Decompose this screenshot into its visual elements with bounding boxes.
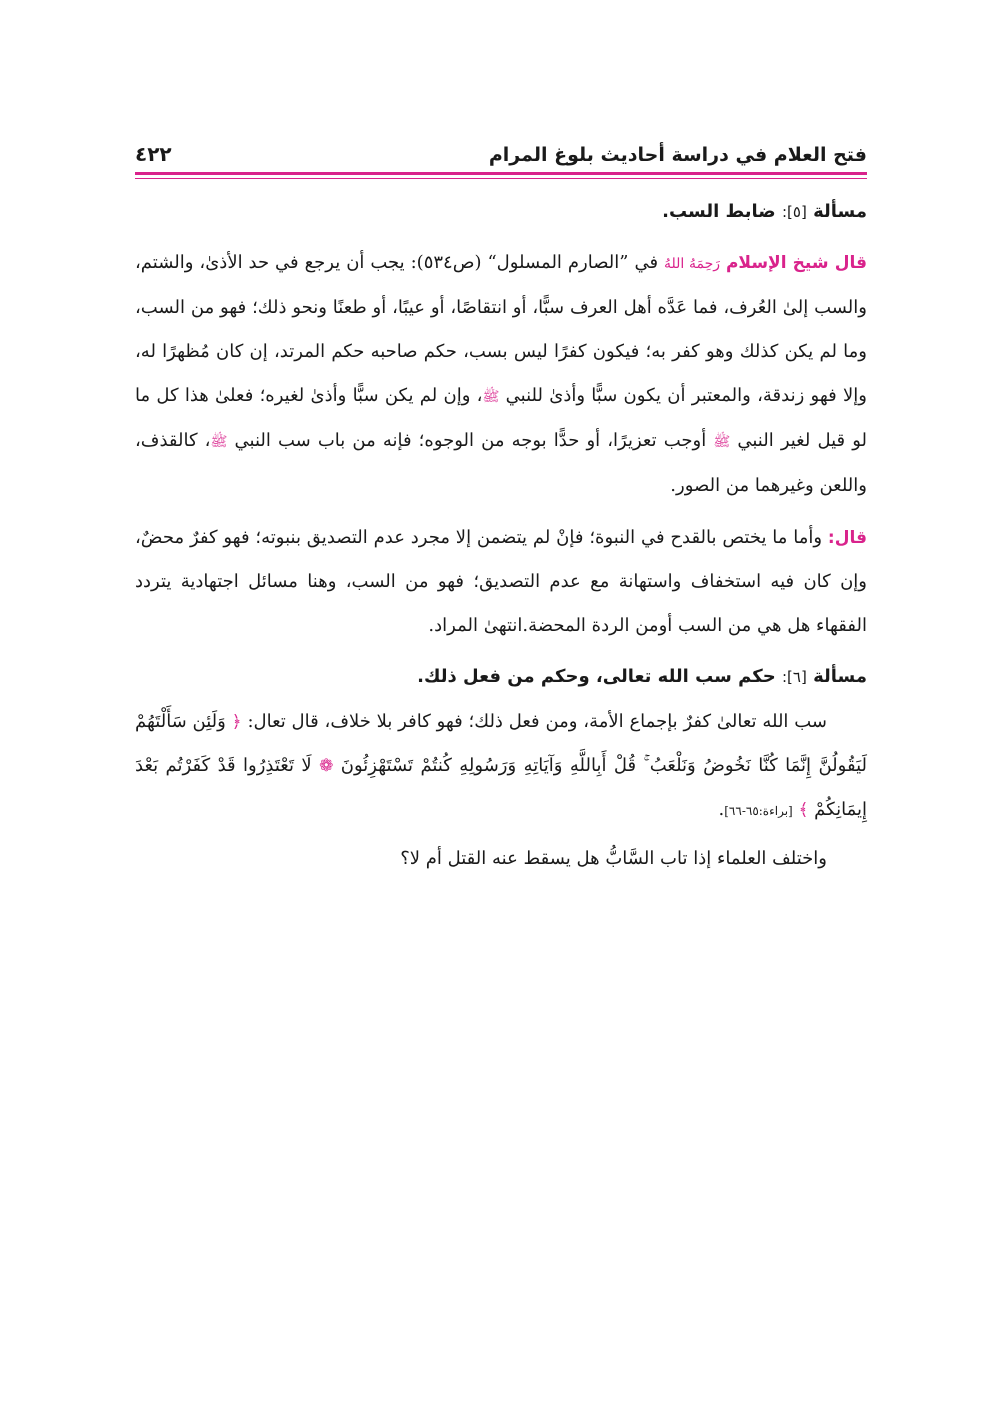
section-label: مسألة bbox=[813, 666, 867, 687]
quran-verse: وَلَئِن سَأَلْتَهُمْ لَيَقُولُنَّ إِنَّمَا كُنَّا نَخُوضُ وَنَلْعَبُ ۚ قُلْ أَبِاللَّهِ وَآيَاتِهِ وَرَسُولِهِ كُنتُمْ تَسْتَهْزِئُونَ bbox=[135, 711, 867, 776]
paragraph-text: سب الله تعالىٰ كفرٌ بإجماع الأمة، ومن فعل ذلك؛ فهو كافر بلا خلاف، قال تعال: bbox=[247, 711, 827, 732]
running-header bbox=[135, 128, 867, 166]
speaker-label: قال: bbox=[827, 528, 867, 548]
paragraph-ruling bbox=[135, 700, 867, 833]
paragraph-text: في ”الصارم المسلول“ (ص٥٣٤): يجب أن يرجع في حد الأذىٰ، والشتم، والسب إلىٰ العُرف، فما عَدَّه أهل العرف سبًّا، أو انتقاصًا، أو عيبًا، أو طعنًا ونحو ذلك؛ فهو من السب، وما لم يكن كذلك وهو كفر به؛ فيكون كفرًا ليس بسب، حكم صاحبه حكم المرتد، إن كان مُظهرًا له، وإلا فهو زندقة، والمعتبر أن يكون سبًّا وأذىٰ للنبي bbox=[135, 252, 867, 406]
section-number: [٦]: bbox=[781, 668, 807, 686]
sentence-end: . bbox=[718, 799, 725, 820]
closing-line: واختلف العلماء إذا تاب السَّابُّ هل يسقط عنه القتل أم لا؟ bbox=[400, 848, 827, 869]
verse-reference: [براءة:٦٥-٦٦] bbox=[724, 804, 793, 818]
verse-open-bracket: ﴿ bbox=[231, 712, 242, 732]
paragraph-ibn-taymiyya bbox=[135, 241, 867, 508]
verse-separator-icon: ❁ bbox=[319, 756, 334, 776]
header-rule-thick bbox=[135, 172, 867, 175]
page-number: ٤٢٢ bbox=[135, 142, 172, 166]
paragraph-text: ، كالقذف، واللعن وغيرهما من الصور. bbox=[135, 430, 867, 496]
salutation-glyph: ﷺ bbox=[210, 434, 228, 450]
quran-verse: لَا تَعْتَذِرُوا قَدْ كَفَرْتُم بَعْدَ إِيمَانِكُمْ bbox=[135, 755, 867, 820]
paragraph-qala bbox=[135, 516, 867, 648]
honorific-glyph: رَحِمَهُ اللهُ bbox=[664, 256, 720, 272]
book-title: فتح العلام في دراسة أحاديث بلوغ المرام bbox=[488, 144, 867, 166]
section-number: [٥]: bbox=[781, 203, 807, 221]
section-heading-5 bbox=[135, 197, 867, 227]
section-heading-6 bbox=[135, 662, 867, 692]
paragraph-text: وأما ما يختص بالقدح في النبوة؛ فإنْ لم يتضمن إلا مجرد عدم التصديق بنبوته؛ فهو كفرٌ محضٌ، وإن كان فيه استخفاف واستهانة مع عدم التصديق؛ فهو من السب، وهنا مسائل اجتهادية يتردد الفقهاء هل هي من السب أومن الردة المحضة.انتهىٰ المراد. bbox=[135, 527, 867, 636]
paragraph-text: ، وإن لم يكن سبًّا وأذىٰ لغيره؛ فعلىٰ هذا كل ما لو قيل لغير النبي bbox=[135, 385, 867, 451]
page bbox=[135, 128, 867, 881]
paragraph-text: أوجب تعزيرًا، أو حدًّا بوجه من الوجوه؛ فإنه من باب سب النبي bbox=[234, 430, 707, 451]
speaker-label: قال شيخ الإسلام bbox=[725, 253, 867, 273]
salutation-glyph: ﷺ bbox=[713, 434, 731, 450]
salutation-glyph: ﷺ bbox=[482, 389, 500, 405]
section-title: حكم سب الله تعالى، وحكم من فعل ذلك. bbox=[417, 666, 776, 687]
section-label: مسألة bbox=[813, 201, 867, 222]
section-title: ضابط السب. bbox=[662, 201, 776, 222]
verse-close-bracket: ﴾ bbox=[798, 800, 809, 820]
header-rule-thin bbox=[135, 178, 867, 179]
